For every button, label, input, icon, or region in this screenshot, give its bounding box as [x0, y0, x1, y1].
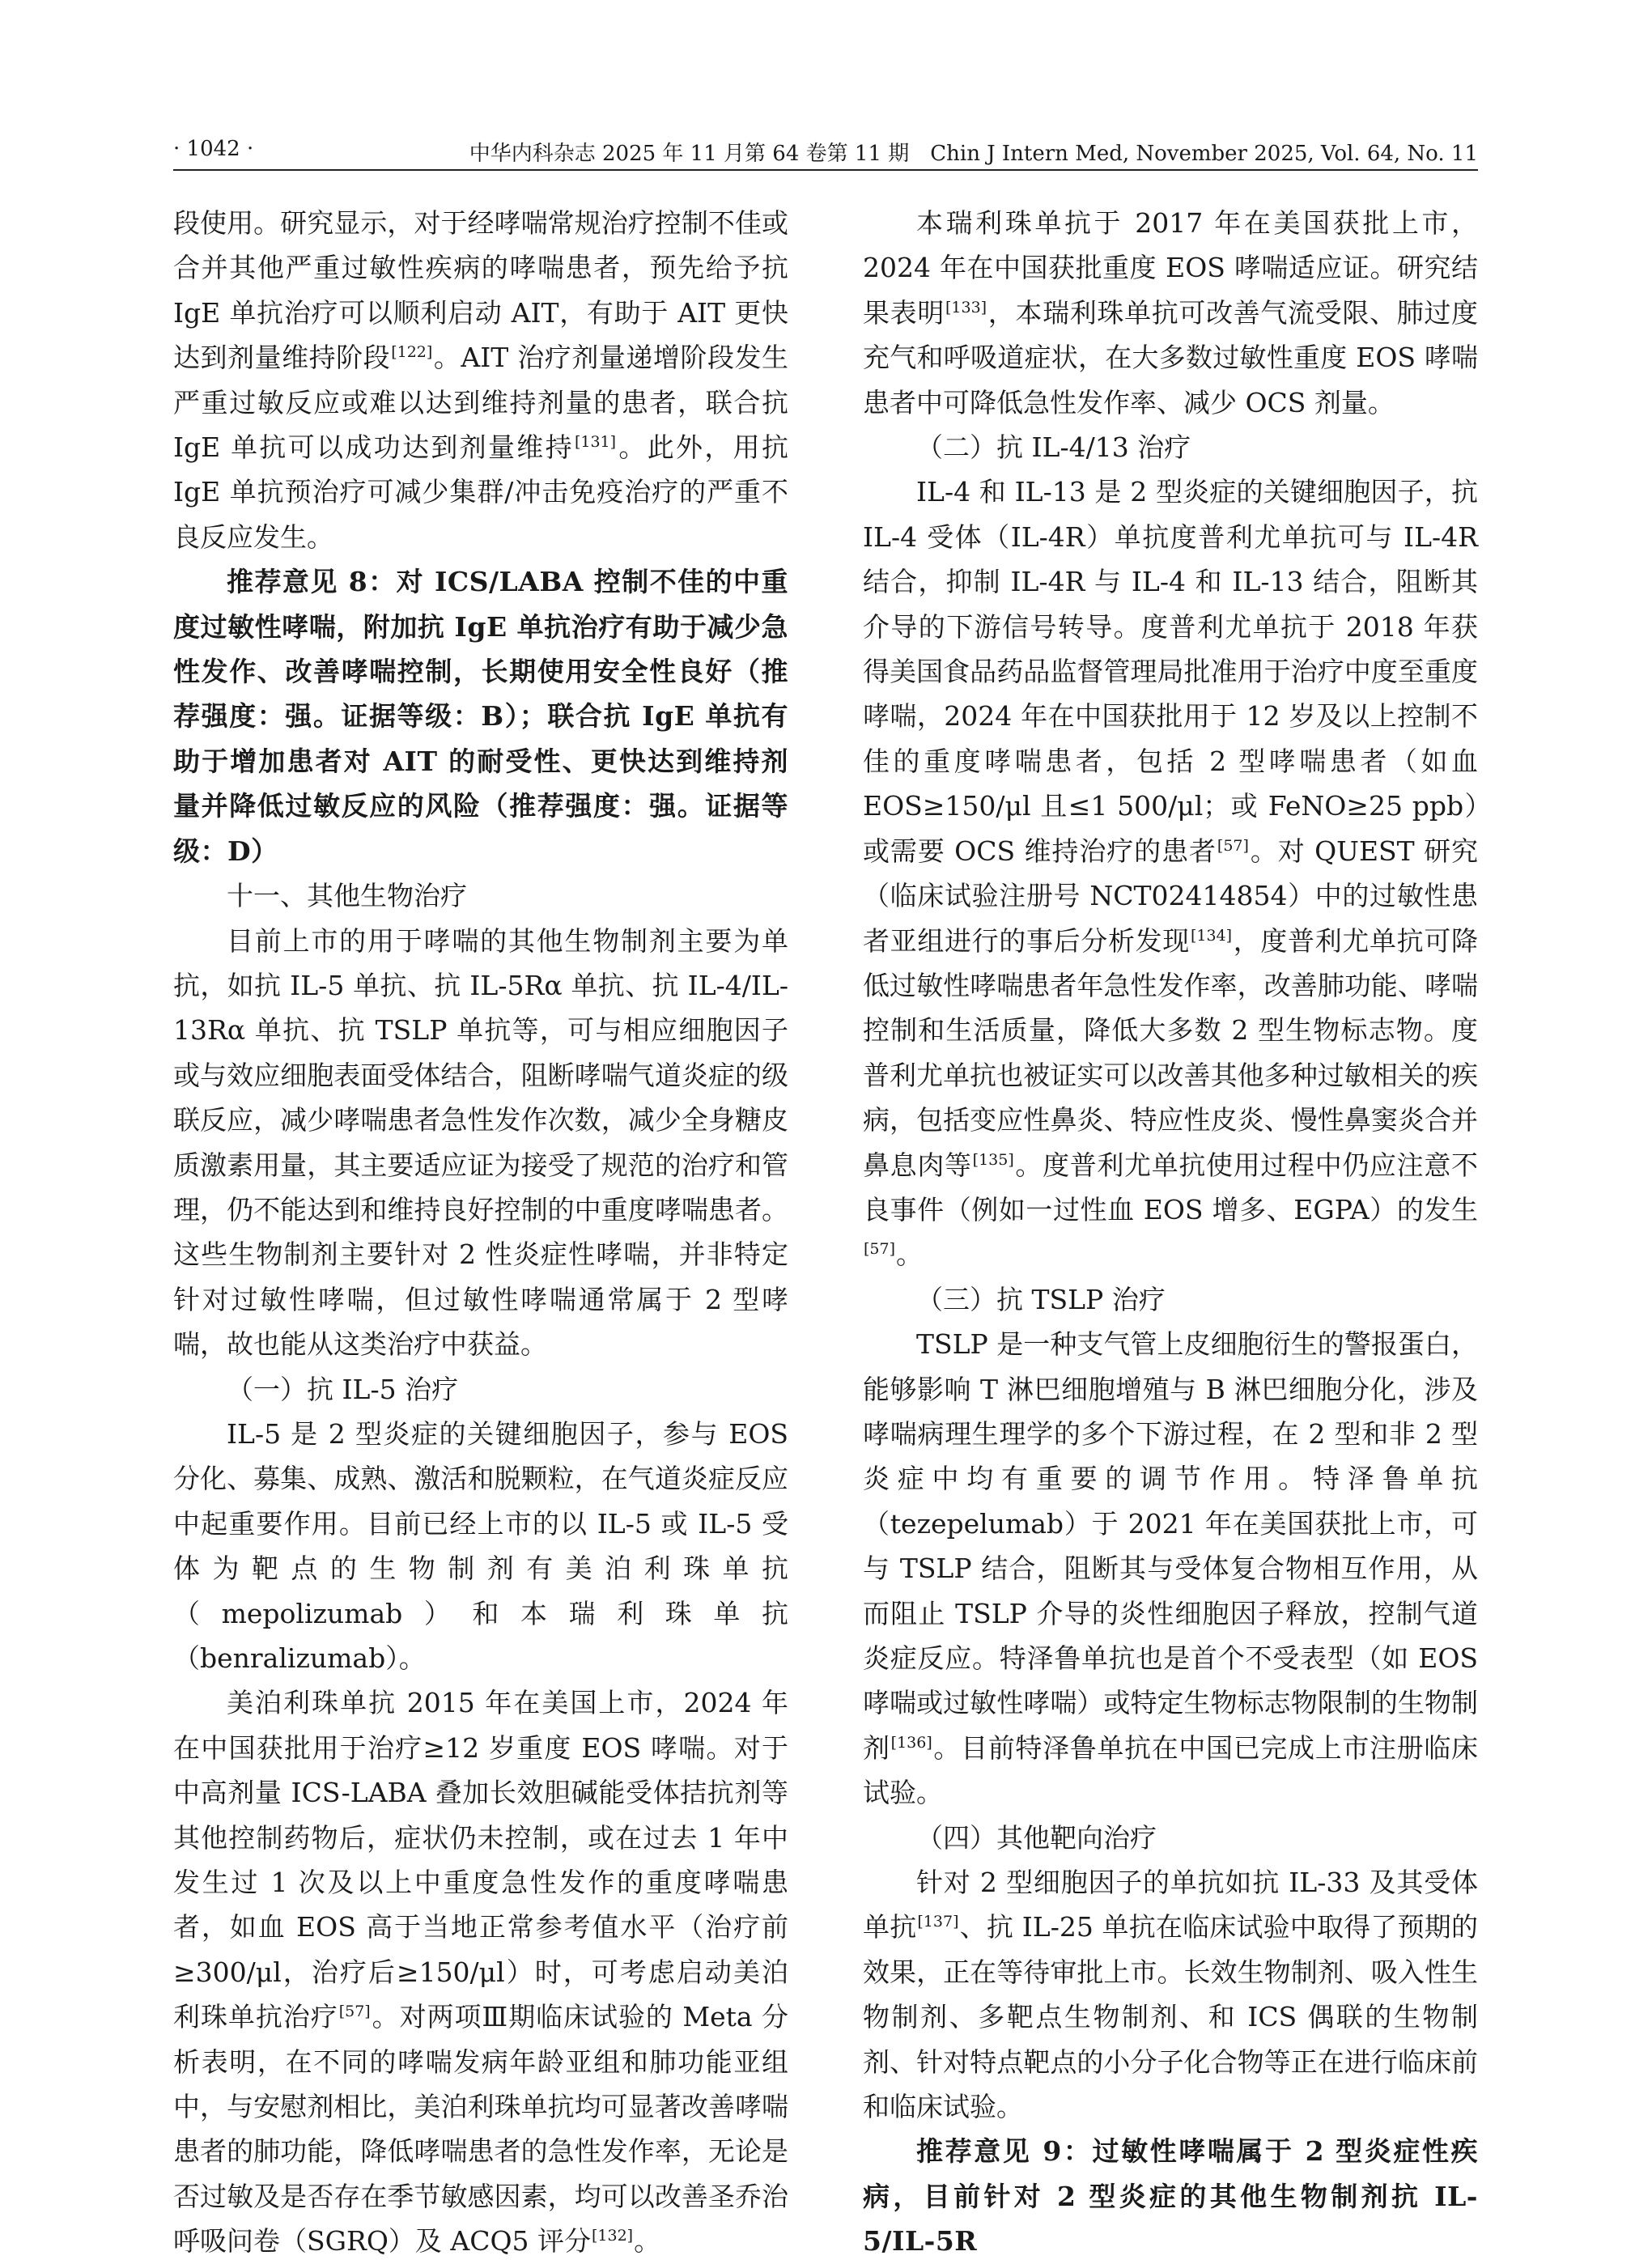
left-column — [173, 201, 788, 2264]
citation-ref: [134] — [1190, 926, 1233, 945]
paragraph: IL-4 和 IL-13 是 2 型炎症的关键细胞因子，抗 IL-4 受体（IL-4R）单抗度普利尤单抗可与 IL-4R 结合，抑制 IL-4R 与 IL-4 和 IL-13 结合，阻断其介导的下游信号转导。度普利尤单抗于 2018 年获得美国食品药品监督管理局批准用于治疗中度至重度哮喘，2024 年在中国获批用于 12 岁及以上控制不佳的重度哮喘患者，包括 2 型哮喘患者（如血 EOS≥150/μl 且≤1 500/μl；或 FeNO≥25 ppb）或需要 OCS 维持治疗的患者[57]。对 QUEST 研究（临床试验注册号 NCT02414854）中的过敏性患者亚组进行的事后分析发现[134]，度普利尤单抗可降低过敏性哮喘患者年急性发作率，改善肺功能、哮喘控制和生活质量，降低大多数 2 型生物标志物。度普利尤单抗也被证实可以改善其他多种过敏相关的疾病，包括变应性鼻炎、特应性皮炎、慢性鼻窦炎合并鼻息肉等[135]。度普利尤单抗使用过程中仍应注意不良事件（例如一过性血 EOS 增多、EGPA）的发生[57]。 — [863, 476, 1479, 1271]
citation-ref: [57] — [338, 2003, 371, 2021]
recommendation-9: 推荐意见 9：过敏性哮喘属于 2 型炎症性疾病，目前针对 2 型炎症的其他生物制剂抗 IL-5/IL-5R — [863, 2135, 1478, 2258]
citation-ref: [131] — [574, 433, 617, 452]
citation-ref: [135] — [972, 1150, 1014, 1169]
page-number: · 1042 · — [173, 137, 254, 161]
journal-citation: 中华内科杂志 2025 年 11 月第 64 卷第 11 期 Chin J Intern Med, November 2025, Vol. 64, No. 11 — [469, 142, 1478, 166]
citation-ref: [133] — [945, 298, 987, 316]
subsection-heading-tslp: （三）抗 TSLP 治疗 — [916, 1283, 1166, 1315]
citation-ref: [122] — [391, 343, 433, 362]
citation-ref: [137] — [917, 1913, 959, 1931]
paragraph: 美泊利珠单抗 2015 年在美国上市，2024 年在中国获批用于治疗≥12 岁重度 EOS 哮喘。对于中高剂量 ICS-LABA 叠加长效胆碱能受体拮抗剂等其他控制药物后，症状仍未控制，或在过去 1 年中发生过 1 次及以上中重度急性发作的重度哮喘患者，如血 EOS 高于当地正常参考值水平（治疗前≥300/μl，治疗后≥150/μl）时，可考虑启动美泊利珠单抗治疗[57]。对两项Ⅲ期临床试验的 Meta 分析表明，在不同的哮喘发病年龄亚组和肺功能亚组中，与安慰剂相比，美泊利珠单抗均可显著改善哮喘患者的肺功能，降低哮喘患者的急性发作率，无论是否过敏及是否存在季节敏感因素，均可以改善圣乔治呼吸问卷（SGRQ）及 ACQ5 评分[132]。 — [173, 1687, 789, 2258]
paragraph: 目前上市的用于哮喘的其他生物制剂主要为单抗，如抗 IL-5 单抗、抗 IL-5Rα 单抗、抗 IL-4/IL-13Rα 单抗、抗 TSLP 单抗等，可与相应细胞因子或与效应细胞表面受体结合，阻断哮喘气道炎症的级联反应，减少哮喘患者急性发作次数，减少全身糖皮质激素用量，其主要适应证为接受了规范的治疗和管理，仍不能达到和维持良好控制的中重度哮喘患者。这些生物制剂主要针对 2 性炎症性哮喘，并非特定针对过敏性哮喘，但过敏性哮喘通常属于 2 型哮喘，故也能从这类治疗中获益。 — [173, 924, 788, 1361]
subsection-heading-il5: （一）抗 IL-5 治疗 — [227, 1373, 459, 1405]
citation-ref: [136] — [890, 1733, 932, 1752]
paragraph: 本瑞利珠单抗于 2017 年在美国获批上市，2024 年在中国获批重度 EOS 哮喘适应证。研究结果表明[133]，本瑞利珠单抗可改善气流受限、肺过度充气和呼吸道症状，在大多数过敏性重度 EOS 哮喘患者中可降低急性发作率、减少 OCS 剂量。 — [863, 207, 1479, 418]
subsection-heading-other: （四）其他靶向治疗 — [916, 1821, 1157, 1854]
section-heading-11: 十一、其他生物治疗 — [227, 880, 467, 912]
paragraph: TSLP 是一种支气管上皮细胞衍生的警报蛋白，能够影响 T 淋巴细胞增殖与 B 淋巴细胞分化，涉及哮喘病理生理学的多个下游过程，在 2 型和非 2 型炎症中均有重要的调节作用。特泽鲁单抗（tezepelumab）于 2021 年在美国获批上市，可与 TSLP 结合，阻断其与受体复合物相互作用，从而阻止 TSLP 介导的炎性细胞因子释放，控制气道炎症反应。特泽鲁单抗也是首个不受表型（如 EOS 哮喘或过敏性哮喘）或特定生物标志物限制的生物制剂[136]。目前特泽鲁单抗在中国已完成上市注册临床试验。 — [863, 1328, 1479, 1809]
subsection-heading-il4-13: （二）抗 IL-4/13 治疗 — [916, 431, 1191, 464]
citation-ref: [57] — [864, 1240, 896, 1259]
citation-ref: [132] — [591, 2227, 634, 2245]
running-header — [173, 132, 1478, 168]
paragraph: 段使用。研究显示，对于经哮喘常规治疗控制不佳或合并其他严重过敏性疾病的哮喘患者，预先给予抗 IgE 单抗治疗可以顺利启动 AIT，有助于 AIT 更快达到剂量维持阶段[122]。AIT 治疗剂量递增阶段发生严重过敏反应或难以达到维持剂量的患者，联合抗 IgE 单抗可以成功达到剂量维持[131]。此外，用抗 IgE 单抗预治疗可减少集群/冲击免疫治疗的严重不良反应发生。 — [173, 207, 788, 553]
paragraph: 针对 2 型细胞因子的单抗如抗 IL-33 及其受体单抗[137]、抗 IL-25 单抗在临床试验中取得了预期的效果，正在等待审批上市。长效生物制剂、吸入性生物制剂、多靶点生物制剂、和 ICS 偶联的生物制剂、针对特点靶点的小分子化合物等正在进行临床前和临床试验。 — [863, 1867, 1479, 2123]
paragraph: IL-5 是 2 型炎症的关键细胞因子，参与 EOS 分化、募集、成熟、激活和脱颗粒，在气道炎症反应中起重要作用。目前已经上市的以 IL-5 或 IL-5 受体为靶点的生物制剂有美泊利珠单抗（mepolizumab）和本瑞利珠单抗（benralizumab）。 — [173, 1417, 788, 1674]
right-column — [863, 201, 1478, 2264]
recommendation-8: 推荐意见 8：对 ICS/LABA 控制不佳的中重度过敏性哮喘，附加抗 IgE 单抗治疗有助于减少急性发作、改善哮喘控制，长期使用安全性良好（推荐强度：强。证据等级：B）；联合抗 IgE 单抗有助于增加患者对 AIT 的耐受性、更快达到维持剂量并降低过敏反应的风险（推荐强度：强。证据等级：D） — [173, 566, 788, 867]
citation-ref: [57] — [1217, 836, 1249, 855]
header-rule — [173, 169, 1478, 171]
